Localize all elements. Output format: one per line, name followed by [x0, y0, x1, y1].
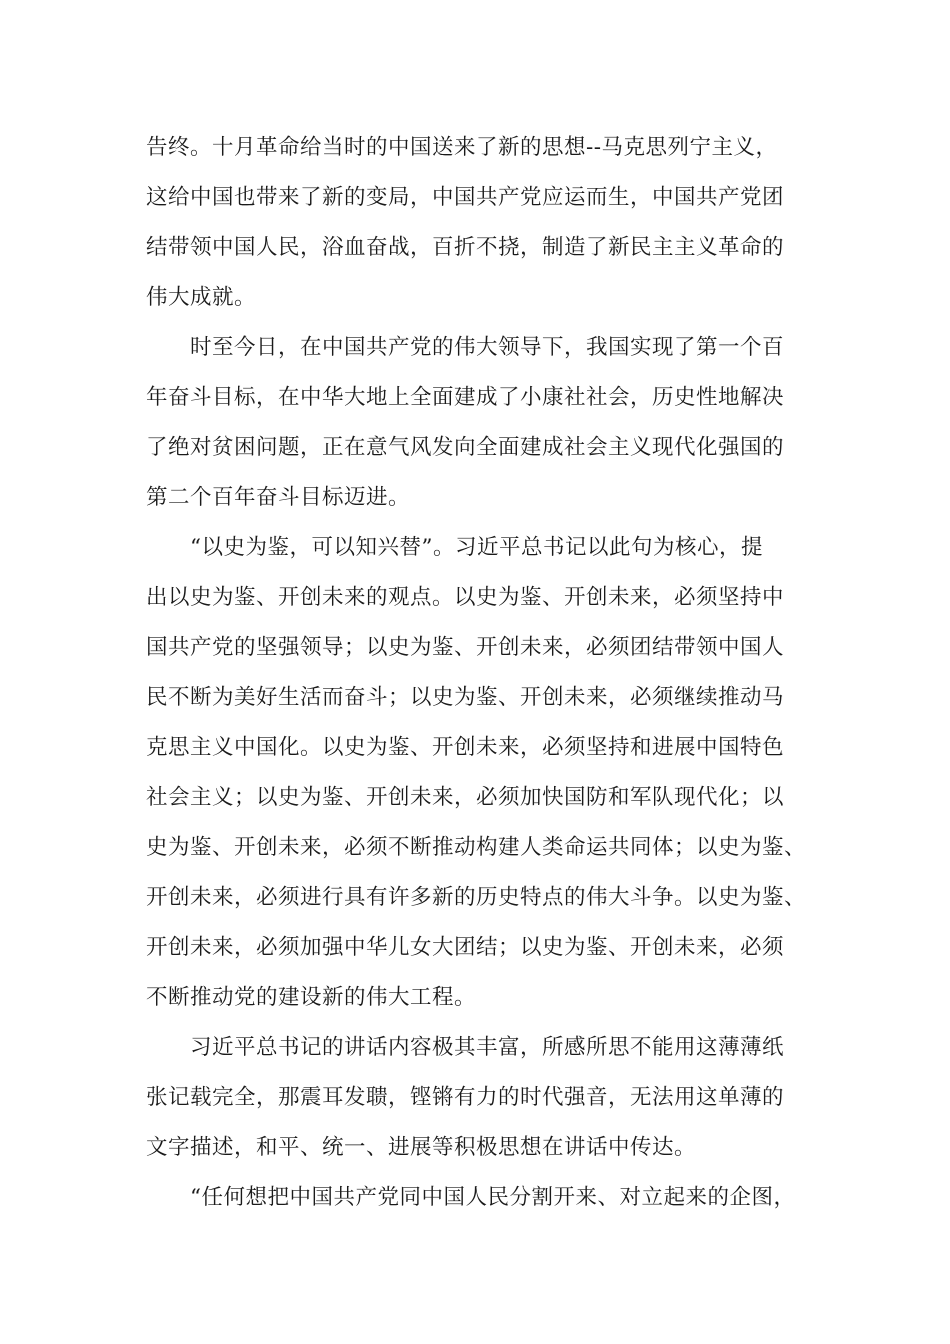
text-line-13: 克思主义中国化。以史为鉴、开创未来，必须坚持和进展中国特色: [146, 735, 785, 760]
text-line-10: 出以史为鉴、开创未来的观点。以史为鉴、开创未来，必须坚持中: [146, 585, 785, 610]
paragraph-3-first-line: “以史为鉴，可以知兴替”。习近平总书记以此句为核心，提: [190, 535, 763, 560]
text-line-11: 国共产党的坚强领导；以史为鉴、开创未来，必须团结带领中国人: [146, 635, 785, 660]
text-line-18: 不断推动党的建设新的伟大工程。: [146, 985, 477, 1010]
paragraph-4-first-line: 习近平总书记的讲话内容极其丰富，所感所思不能用这薄薄纸: [190, 1035, 785, 1060]
text-line-17: 开创未来，必须加强中华儿女大团结；以史为鉴、开创未来，必须: [146, 935, 785, 960]
text-line-3: 结带领中国人民，浴血奋战，百折不挠，制造了新民主主义革命的: [146, 235, 785, 260]
text-line-1: 告终。十月革命给当时的中国送来了新的思想--马克思列宁主义，: [146, 135, 778, 160]
text-line-8: 第二个百年奋斗目标迈进。: [146, 485, 411, 510]
text-line-7: 了绝对贫困问题，正在意气风发向全面建成社会主义现代化强国的: [146, 435, 785, 460]
text-line-15: 史为鉴、开创未来，必须不断推动构建人类命运共同体；以史为鉴、: [146, 835, 807, 860]
paragraph-5-first-line: “任何想把中国共产党同中国人民分割开来、对立起来的企图，: [190, 1185, 796, 1210]
text-line-2: 这给中国也带来了新的变局，中国共产党应运而生，中国共产党团: [146, 185, 785, 210]
text-line-6: 年奋斗目标，在中华大地上全面建成了小康社社会，历史性地解决: [146, 385, 785, 410]
text-line-21: 文字描述，和平、统一、进展等积极思想在讲话中传达。: [146, 1135, 697, 1160]
text-line-12: 民不断为美好生活而奋斗；以史为鉴、开创未来，必须继续推动马: [146, 685, 785, 710]
text-line-14: 社会主义；以史为鉴、开创未来，必须加快国防和军队现代化；以: [146, 785, 785, 810]
text-line-4: 伟大成就。: [146, 285, 257, 310]
text-line-16: 开创未来，必须进行具有许多新的历史特点的伟大斗争。以史为鉴、: [146, 885, 807, 910]
text-line-20: 张记载完全，那震耳发聩，铿锵有力的时代强音，无法用这单薄的: [146, 1085, 785, 1110]
paragraph-2-first-line: 时至今日，在中国共产党的伟大领导下，我国实现了第一个百: [190, 335, 785, 360]
